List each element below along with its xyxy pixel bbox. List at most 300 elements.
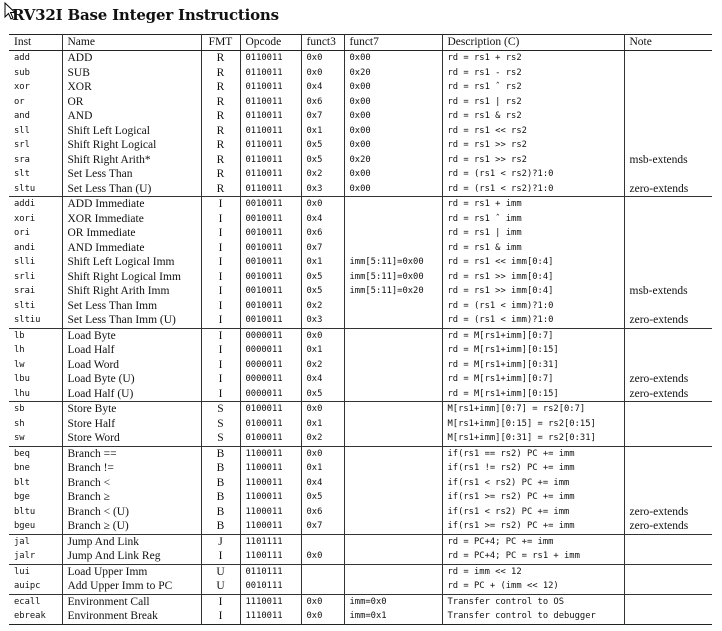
table-row <box>9 594 712 609</box>
name-cell: OR <box>62 95 201 110</box>
name-cell: AND Immediate <box>62 241 201 256</box>
funct3-cell: 0x7 <box>301 241 344 256</box>
table-row <box>9 328 712 343</box>
name-cell: Load Word <box>62 358 201 373</box>
fmt-cell: S <box>201 402 240 417</box>
opcode-cell: 0100011 <box>240 402 301 417</box>
fmt-cell: J <box>201 534 240 549</box>
note-cell <box>624 534 712 549</box>
fmt-cell: R <box>201 138 240 153</box>
note-cell <box>624 328 712 343</box>
table-row <box>9 66 712 81</box>
funct7-cell: 0x00 <box>344 138 442 153</box>
fmt-cell: I <box>201 328 240 343</box>
fmt-cell: I <box>201 343 240 358</box>
table-row <box>9 241 712 256</box>
funct7-cell: 0x00 <box>344 80 442 95</box>
inst-cell: auipc <box>14 581 41 591</box>
funct3-cell: 0x2 <box>301 358 344 373</box>
table-row <box>9 446 712 461</box>
header-inst: Inst <box>9 35 62 51</box>
table-row <box>9 476 712 491</box>
table-row <box>9 358 712 373</box>
name-cell: Shift Left Logical Imm <box>62 255 201 270</box>
inst-cell: sh <box>14 418 25 429</box>
funct3-cell: 0x0 <box>301 51 344 66</box>
fmt-cell: I <box>201 270 240 285</box>
fmt-cell: B <box>201 505 240 520</box>
note-cell <box>624 255 712 270</box>
inst-cell: ecall <box>9 594 62 609</box>
fmt-cell: I <box>201 358 240 373</box>
opcode-cell: 0000011 <box>240 358 301 373</box>
funct7-cell <box>344 431 442 446</box>
opcode-cell: 0110011 <box>240 51 301 66</box>
funct3-cell: 0x0 <box>301 197 344 212</box>
table-row <box>9 80 712 95</box>
table-row <box>9 490 712 505</box>
funct3-cell: 0x6 <box>301 226 344 241</box>
funct7-cell: 0x00 <box>344 124 442 139</box>
description-cell: rd = M[rs1+imm][0:7] <box>442 372 624 387</box>
funct3-cell <box>301 564 344 579</box>
fmt-cell: I <box>201 197 240 212</box>
description-cell: if(rs1 == rs2) PC += imm <box>442 446 624 461</box>
name-cell: Shift Right Logical <box>62 138 201 153</box>
table-row <box>9 51 712 66</box>
funct3-cell: 0x0 <box>301 328 344 343</box>
description-cell: rd = rs1 & imm <box>442 241 624 256</box>
table-row <box>9 95 712 110</box>
funct3-cell: 0x0 <box>301 446 344 461</box>
header-funct7: funct7 <box>344 35 442 51</box>
funct7-cell <box>344 490 442 505</box>
opcode-cell: 1100011 <box>240 490 301 505</box>
table-row <box>9 387 712 402</box>
note-cell <box>624 549 712 564</box>
opcode-cell: 0110011 <box>240 124 301 139</box>
funct7-cell: imm=0x1 <box>344 609 442 624</box>
note-cell <box>624 51 712 66</box>
table-row <box>9 255 712 270</box>
description-cell: if(rs1 >= rs2) PC += imm <box>442 490 624 505</box>
note-cell: zero-extends <box>624 182 712 197</box>
opcode-cell: 1110011 <box>240 594 301 609</box>
name-cell: Shift Right Logical Imm <box>62 270 201 285</box>
fmt-cell: R <box>201 95 240 110</box>
opcode-cell: 0100011 <box>240 431 301 446</box>
funct7-cell: 0x00 <box>344 95 442 110</box>
opcode-cell: 0010011 <box>240 226 301 241</box>
opcode-cell: 1100011 <box>240 505 301 520</box>
name-cell: Branch != <box>62 461 201 476</box>
fmt-cell: U <box>201 564 240 579</box>
fmt-cell: I <box>201 609 240 624</box>
note-cell <box>624 226 712 241</box>
funct7-cell: imm[5:11]=0x20 <box>344 284 442 299</box>
description-cell: rd = rs1 | rs2 <box>442 95 624 110</box>
description-cell: if(rs1 < rs2) PC += imm <box>442 476 624 491</box>
table-row <box>9 226 712 241</box>
opcode-cell: 0000011 <box>240 372 301 387</box>
inst-cell: jal <box>9 534 62 549</box>
opcode-cell: 0110011 <box>240 153 301 168</box>
name-cell: Load Upper Imm <box>62 564 201 579</box>
funct3-cell: 0x6 <box>301 505 344 520</box>
inst-cell: add <box>14 53 30 63</box>
note-cell: msb-extends <box>624 284 712 299</box>
opcode-cell: 0010011 <box>240 313 301 328</box>
opcode-cell: 0110011 <box>240 80 301 95</box>
description-cell: rd = (rs1 < rs2)?1:0 <box>442 182 624 197</box>
header-fmt: FMT <box>201 35 240 51</box>
inst-cell: srai <box>14 286 36 296</box>
opcode-cell: 0000011 <box>240 328 301 343</box>
description-cell: rd = rs1 & rs2 <box>442 109 624 124</box>
note-cell <box>624 402 712 417</box>
note-cell <box>624 212 712 227</box>
name-cell: Shift Right Arith* <box>62 153 201 168</box>
opcode-cell: 0010011 <box>240 284 301 299</box>
table-row <box>9 534 712 549</box>
name-cell: Set Less Than Imm (U) <box>62 313 201 328</box>
funct7-cell: imm[5:11]=0x00 <box>344 255 442 270</box>
description-cell: rd = rs1 >> rs2 <box>442 138 624 153</box>
name-cell: ADD <box>62 51 201 66</box>
inst-cell: srl <box>14 140 30 150</box>
description-cell: rd = M[rs1+imm][0:15] <box>442 343 624 358</box>
funct3-cell: 0x7 <box>301 519 344 534</box>
description-cell: rd = rs1 >> imm[0:4] <box>442 284 624 299</box>
funct7-cell <box>344 519 442 534</box>
fmt-cell: R <box>201 109 240 124</box>
fmt-cell: I <box>201 255 240 270</box>
fmt-cell: I <box>201 284 240 299</box>
header-name: Name <box>62 35 201 51</box>
table-row <box>9 609 712 624</box>
note-cell <box>624 358 712 373</box>
funct3-cell: 0x5 <box>301 387 344 402</box>
inst-cell: sb <box>9 402 62 417</box>
note-cell <box>624 124 712 139</box>
note-cell <box>624 80 712 95</box>
table-row <box>9 579 712 594</box>
funct7-cell: 0x00 <box>344 109 442 124</box>
name-cell: XOR <box>62 80 201 95</box>
note-cell <box>624 95 712 110</box>
funct3-cell: 0x1 <box>301 461 344 476</box>
inst-cell: lui <box>9 564 62 579</box>
table-row <box>9 138 712 153</box>
name-cell: Load Half <box>62 343 201 358</box>
funct3-cell: 0x4 <box>301 212 344 227</box>
fmt-cell: B <box>201 476 240 491</box>
funct3-cell: 0x5 <box>301 490 344 505</box>
header-opcode: Opcode <box>240 35 301 51</box>
note-cell <box>624 461 712 476</box>
fmt-cell: I <box>201 226 240 241</box>
table-row <box>9 431 712 446</box>
note-cell <box>624 138 712 153</box>
name-cell: Set Less Than Imm <box>62 299 201 314</box>
name-cell: Set Less Than <box>62 167 201 182</box>
note-cell <box>624 594 712 609</box>
table-row <box>9 124 712 139</box>
funct3-cell: 0x2 <box>301 299 344 314</box>
name-cell: Branch < (U) <box>62 505 201 520</box>
description-cell: rd = rs1 ˆ rs2 <box>442 80 624 95</box>
funct3-cell: 0x4 <box>301 80 344 95</box>
description-cell: M[rs1+imm][0:31] = rs2[0:31] <box>442 431 624 446</box>
note-cell <box>624 343 712 358</box>
header-note: Note <box>624 35 712 51</box>
funct3-cell: 0x7 <box>301 109 344 124</box>
funct3-cell: 0x3 <box>301 182 344 197</box>
table-row <box>9 299 712 314</box>
funct3-cell: 0x4 <box>301 476 344 491</box>
inst-cell: bgeu <box>14 521 36 531</box>
name-cell: AND <box>62 109 201 124</box>
opcode-cell: 0110011 <box>240 182 301 197</box>
opcode-cell: 0110111 <box>240 564 301 579</box>
inst-cell: or <box>14 96 25 107</box>
funct3-cell: 0x0 <box>301 402 344 417</box>
funct3-cell: 0x0 <box>301 609 344 624</box>
opcode-cell: 0110011 <box>240 66 301 81</box>
funct7-cell <box>344 402 442 417</box>
funct3-cell: 0x3 <box>301 313 344 328</box>
funct7-cell <box>344 579 442 594</box>
description-cell: rd = M[rs1+imm][0:31] <box>442 358 624 373</box>
funct7-cell: imm=0x0 <box>344 594 442 609</box>
name-cell: Load Byte <box>62 328 201 343</box>
table-row <box>9 313 712 328</box>
name-cell: OR Immediate <box>62 226 201 241</box>
note-cell <box>624 167 712 182</box>
note-cell: zero-extends <box>624 387 712 402</box>
name-cell: Store Half <box>62 417 201 432</box>
inst-cell: slli <box>14 257 36 267</box>
opcode-cell: 1100011 <box>240 446 301 461</box>
funct3-cell: 0x5 <box>301 270 344 285</box>
opcode-cell: 1100011 <box>240 461 301 476</box>
description-cell: rd = (rs1 < imm)?1:0 <box>442 299 624 314</box>
name-cell: Branch ≥ <box>62 490 201 505</box>
page-title: RV32I Base Integer Instructions <box>12 6 279 24</box>
fmt-cell: R <box>201 66 240 81</box>
funct3-cell: 0x2 <box>301 431 344 446</box>
description-cell: M[rs1+imm][0:15] = rs2[0:15] <box>442 417 624 432</box>
opcode-cell: 0110011 <box>240 167 301 182</box>
funct3-cell: 0x1 <box>301 343 344 358</box>
inst-cell: lb <box>9 328 62 343</box>
funct7-cell <box>344 476 442 491</box>
funct7-cell <box>344 197 442 212</box>
name-cell: Branch ≥ (U) <box>62 519 201 534</box>
fmt-cell: R <box>201 124 240 139</box>
table-row <box>9 167 712 182</box>
description-cell: rd = PC+4; PC += imm <box>442 534 624 549</box>
note-cell <box>624 241 712 256</box>
funct3-cell: 0x1 <box>301 417 344 432</box>
description-cell: if(rs1 < rs2) PC += imm <box>442 505 624 520</box>
name-cell: SUB <box>62 66 201 81</box>
note-cell: zero-extends <box>624 505 712 520</box>
note-cell <box>624 109 712 124</box>
name-cell: ADD Immediate <box>62 197 201 212</box>
funct3-cell: 0x0 <box>301 594 344 609</box>
inst-cell: andi <box>14 242 36 253</box>
fmt-cell: I <box>201 387 240 402</box>
fmt-cell: R <box>201 80 240 95</box>
fmt-cell: S <box>201 431 240 446</box>
inst-cell: beq <box>9 446 62 461</box>
header-description: Description (C) <box>442 35 624 51</box>
funct7-cell <box>344 387 442 402</box>
instruction-rows <box>9 51 712 625</box>
name-cell: XOR Immediate <box>62 212 201 227</box>
fmt-cell: R <box>201 182 240 197</box>
opcode-cell: 0010011 <box>240 255 301 270</box>
description-cell: rd = PC+4; PC = rs1 + imm <box>442 549 624 564</box>
funct3-cell: 0x1 <box>301 255 344 270</box>
note-cell: msb-extends <box>624 153 712 168</box>
opcode-cell: 1100011 <box>240 476 301 491</box>
inst-cell: sra <box>14 154 30 165</box>
opcode-cell: 1110011 <box>240 609 301 624</box>
name-cell: Jump And Link <box>62 534 201 549</box>
inst-cell: sltu <box>14 183 36 194</box>
funct3-cell <box>301 534 344 549</box>
inst-cell: bltu <box>14 506 36 517</box>
description-cell: rd = rs1 >> rs2 <box>442 153 624 168</box>
fmt-cell: B <box>201 461 240 476</box>
funct3-cell: 0x1 <box>301 124 344 139</box>
funct7-cell: 0x20 <box>344 66 442 81</box>
note-cell <box>624 431 712 446</box>
opcode-cell: 0000011 <box>240 387 301 402</box>
funct7-cell <box>344 241 442 256</box>
inst-cell: sltiu <box>14 315 41 325</box>
description-cell: rd = rs1 >> imm[0:4] <box>442 270 624 285</box>
funct7-cell <box>344 313 442 328</box>
description-cell: M[rs1+imm][0:7] = rs2[0:7] <box>442 402 624 417</box>
funct3-cell: 0x5 <box>301 138 344 153</box>
funct7-cell: 0x20 <box>344 153 442 168</box>
opcode-cell: 0110011 <box>240 138 301 153</box>
table-row <box>9 109 712 124</box>
opcode-cell: 0110011 <box>240 95 301 110</box>
name-cell: Add Upper Imm to PC <box>62 579 201 594</box>
note-cell <box>624 197 712 212</box>
opcode-cell: 1100111 <box>240 549 301 564</box>
fmt-cell: I <box>201 372 240 387</box>
fmt-cell: I <box>201 241 240 256</box>
note-cell <box>624 446 712 461</box>
table-row <box>9 284 712 299</box>
table-row <box>9 461 712 476</box>
opcode-cell: 0010011 <box>240 270 301 285</box>
funct7-cell <box>344 372 442 387</box>
funct7-cell <box>344 343 442 358</box>
name-cell: Environment Break <box>62 609 201 624</box>
note-cell <box>624 490 712 505</box>
description-cell: Transfer control to debugger <box>442 609 624 624</box>
inst-cell: ori <box>14 228 30 238</box>
description-cell: rd = rs1 ˆ imm <box>442 212 624 227</box>
funct7-cell <box>344 461 442 476</box>
description-cell: rd = rs1 << rs2 <box>442 124 624 139</box>
inst-cell: xor <box>14 82 30 92</box>
description-cell: rd = rs1 + rs2 <box>442 51 624 66</box>
inst-cell: lh <box>14 345 25 355</box>
funct7-cell: 0x00 <box>344 182 442 197</box>
funct7-cell <box>344 226 442 241</box>
funct7-cell <box>344 328 442 343</box>
funct7-cell <box>344 417 442 432</box>
inst-cell: blt <box>14 477 30 488</box>
fmt-cell: I <box>201 594 240 609</box>
name-cell: Set Less Than (U) <box>62 182 201 197</box>
inst-cell: lbu <box>14 374 30 384</box>
description-cell: rd = rs1 + imm <box>442 197 624 212</box>
description-cell: rd = rs1 - rs2 <box>442 66 624 81</box>
description-cell: rd = rs1 << imm[0:4] <box>442 255 624 270</box>
description-cell: rd = rs1 | imm <box>442 226 624 241</box>
note-cell <box>624 66 712 81</box>
opcode-cell: 0000011 <box>240 343 301 358</box>
opcode-cell: 0100011 <box>240 417 301 432</box>
inst-cell: jalr <box>14 551 36 561</box>
funct3-cell: 0x4 <box>301 372 344 387</box>
description-cell: rd = imm << 12 <box>442 564 624 579</box>
opcode-cell: 0010011 <box>240 212 301 227</box>
funct3-cell: 0x0 <box>301 66 344 81</box>
note-cell <box>624 417 712 432</box>
inst-cell: sw <box>14 433 25 443</box>
note-cell: zero-extends <box>624 313 712 328</box>
name-cell: Store Byte <box>62 402 201 417</box>
funct3-cell: 0x5 <box>301 284 344 299</box>
note-cell <box>624 270 712 285</box>
opcode-cell: 1101111 <box>240 534 301 549</box>
fmt-cell: B <box>201 519 240 534</box>
funct7-cell: 0x00 <box>344 51 442 66</box>
table-row <box>9 212 712 227</box>
name-cell: Shift Right Arith Imm <box>62 284 201 299</box>
funct7-cell: 0x00 <box>344 167 442 182</box>
funct7-cell <box>344 549 442 564</box>
note-cell: zero-extends <box>624 372 712 387</box>
name-cell: Load Half (U) <box>62 387 201 402</box>
funct3-cell: 0x5 <box>301 153 344 168</box>
table-row <box>9 270 712 285</box>
header-row <box>9 35 712 51</box>
table-row <box>9 153 712 168</box>
opcode-cell: 0010111 <box>240 579 301 594</box>
fmt-cell: I <box>201 299 240 314</box>
funct3-cell <box>301 579 344 594</box>
opcode-cell: 1100011 <box>240 519 301 534</box>
fmt-cell: S <box>201 417 240 432</box>
note-cell <box>624 299 712 314</box>
description-cell: rd = PC + (imm << 12) <box>442 579 624 594</box>
table-row <box>9 417 712 432</box>
description-cell: Transfer control to OS <box>442 594 624 609</box>
description-cell: rd = M[rs1+imm][0:15] <box>442 387 624 402</box>
funct7-cell <box>344 534 442 549</box>
table-row <box>9 372 712 387</box>
